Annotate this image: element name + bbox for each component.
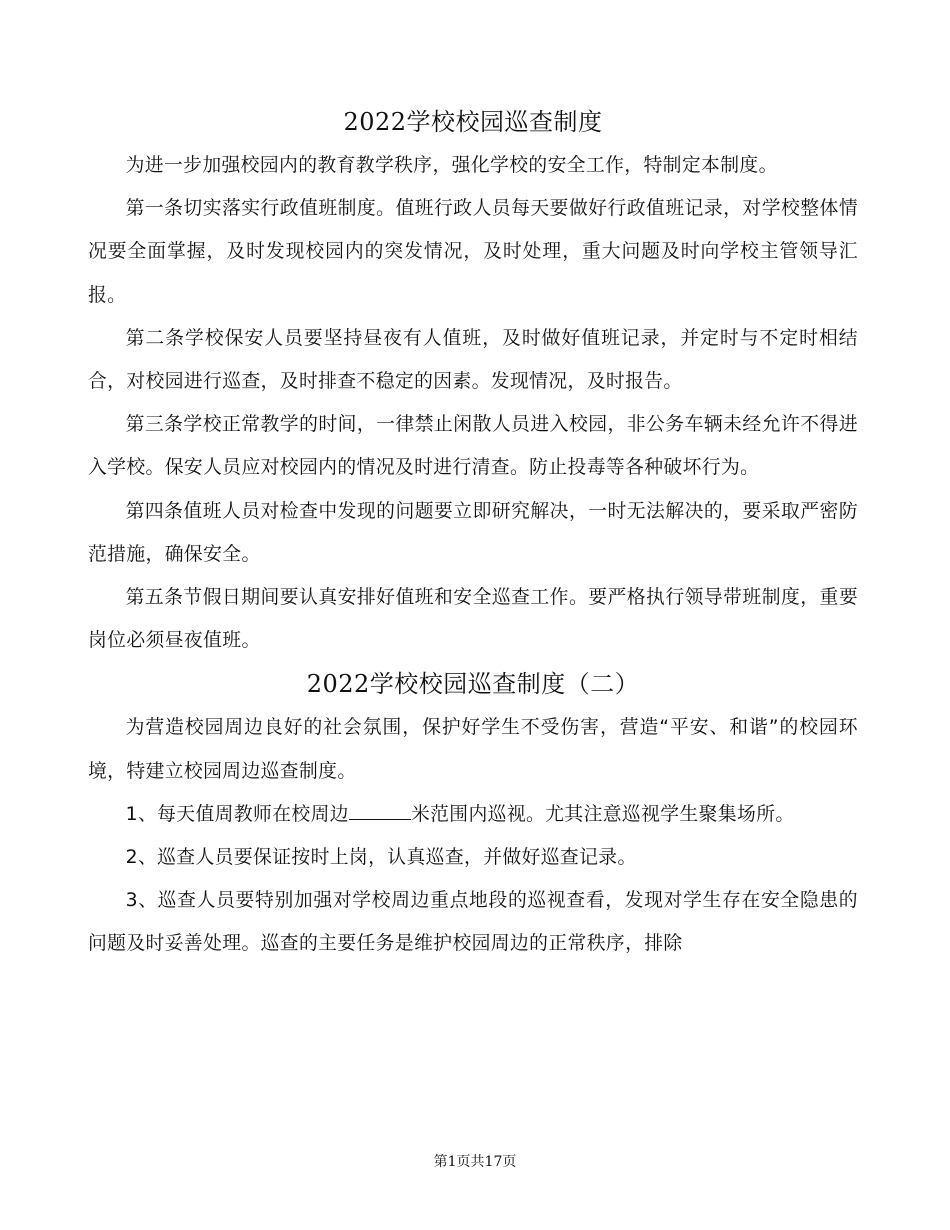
section-2-intro: 为营造校园周边良好的社会氛围，保护好学生不受伤害，营造“平安、和谐”的校园环境，特建立校园周边巡查制度。 <box>88 717 858 782</box>
section-2-item-3: 3、巡查人员要特别加强对学校周边重点地段的巡视查看，发现对学生存在安全隐患的问题及时妥善处理。巡查的主要任务是维护校园周边的正常秩序，排除 <box>88 890 858 955</box>
page-number-footer: 第1页共17页 <box>433 1154 517 1170</box>
section-2-item-2: 2、巡查人员要保证按时上岗，认真巡查，并做好巡查记录。 <box>125 847 637 869</box>
article-4: 第四条值班人员对检查中发现的问题要立即研究解决，一时无法解决的，要采取严密防范措施，确保安全。 <box>88 500 858 565</box>
item-1-text-after: 米范围内巡视。尤其注意巡视学生聚集场所。 <box>410 803 795 825</box>
article-5: 第五条节假日期间要认真安排好值班和安全巡查工作。要严格执行领导带班制度，重要岗位必须昼夜值班。 <box>88 587 858 652</box>
document-body <box>88 100 858 966</box>
fill-in-blank <box>349 801 411 820</box>
document-title: 2022学校校园巡查制度 <box>343 108 603 136</box>
article-1: 第一条切实落实行政值班制度。值班行政人员每天要做好行政值班记录，对学校整体情况要全面掌握，及时发现校园内的突发情况，及时处理，重大问题及时向学校主管领导汇报。 <box>88 198 858 306</box>
article-2: 第二条学校保安人员要坚持昼夜有人值班，及时做好值班记录，并定时与不定时相结合，对校园进行巡查，及时排查不稳定的因素。发现情况，及时报告。 <box>88 327 858 393</box>
section-2-title: 2022学校校园巡查制度（二） <box>306 670 640 699</box>
section-2-item-1 <box>88 793 858 836</box>
item-1-text-before: 1、每天值周教师在校周边 <box>125 803 349 825</box>
article-3: 第三条学校正常教学的时间，一律禁止闲散人员进入校园，非公务车辆未经允许不得进入学校。保安人员应对校园内的情况及时进行清查。防止投毒等各种破坏行为。 <box>88 414 858 479</box>
intro-paragraph: 为进一步加强校园内的教育教学秩序，强化学校的安全工作，特制定本制度。 <box>125 155 778 176</box>
